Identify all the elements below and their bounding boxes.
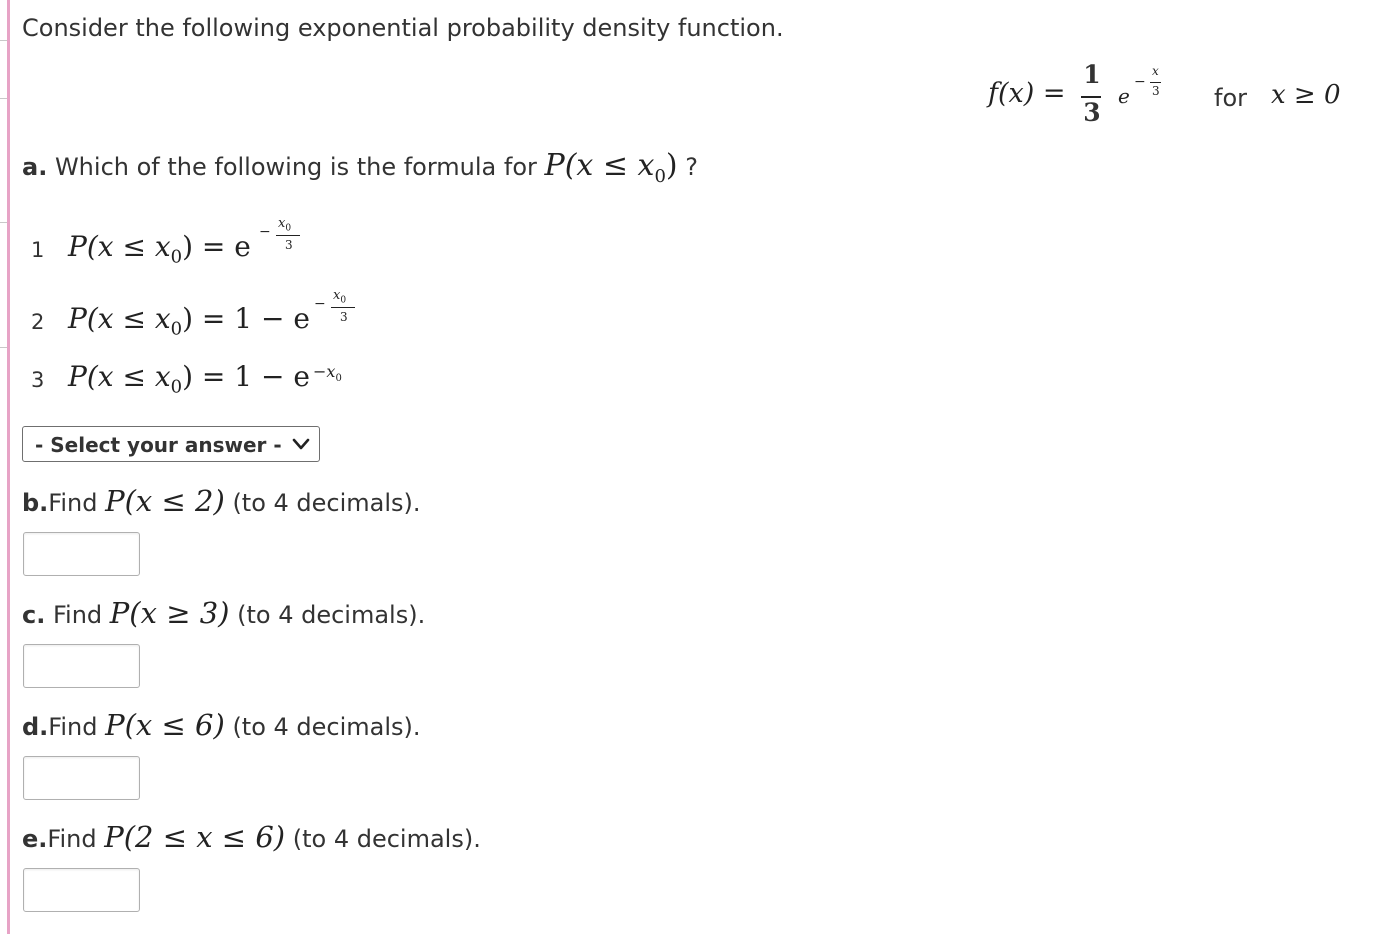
pdf-condition-expr: x ≥ 0 (1271, 80, 1341, 110)
option-1-exp-bar (276, 235, 300, 236)
option-2-exp-den: 3 (340, 310, 348, 324)
pdf-base: e (1118, 84, 1130, 108)
option-2-exp-num-main: x (333, 288, 341, 303)
pdf-lhs: f(x) = (988, 78, 1066, 109)
option-1-sub: 0 (170, 246, 183, 268)
answer-select-label: - Select your answer - (35, 433, 282, 457)
part-c-question (22, 596, 425, 630)
part-a-text: Which of the following is the formula for (54, 153, 537, 181)
part-e-expr: P(2 ≤ x ≤ 6) (104, 820, 286, 854)
option-3-rhs: ) = 1 − e (182, 360, 310, 393)
part-d-suffix: (to 4 decimals). (232, 713, 421, 741)
part-b-question (22, 484, 421, 518)
option-2-exp-num (333, 288, 346, 306)
part-d-expr: P(x ≤ 6) (105, 708, 225, 742)
margin-tick (0, 40, 7, 41)
option-1-formula (68, 230, 251, 268)
part-c-expr: P(x ≥ 3) (109, 596, 230, 630)
option-1-rhs: ) = e (182, 230, 251, 263)
option-3-exp-sub: 0 (335, 373, 342, 385)
pdf-exp-bar (1150, 82, 1161, 83)
part-d-answer-input[interactable] (23, 756, 140, 800)
part-a-expr (544, 148, 678, 187)
part-a-expr-main: P(x ≤ x (544, 148, 655, 183)
option-3-exp-main: −x (313, 362, 336, 381)
option-1-exp-num (278, 216, 291, 234)
part-b-label: b. (22, 489, 49, 517)
option-2-number: 2 (31, 310, 45, 334)
part-e-question (22, 820, 481, 854)
part-e-suffix: (to 4 decimals). (292, 825, 481, 853)
part-a-expr-close: ) (665, 148, 678, 183)
margin-tick (0, 98, 7, 99)
intro-text: Consider the following exponential probability density function. (22, 14, 784, 42)
part-e-label: e. (22, 825, 48, 853)
option-1-number: 1 (31, 238, 45, 262)
part-b-suffix: (to 4 decimals). (232, 489, 421, 517)
option-3-formula (68, 360, 310, 398)
part-c-label: c. (22, 601, 46, 629)
left-margin-rule (7, 0, 10, 934)
option-2-exp-bar (331, 307, 355, 308)
option-2-sub: 0 (170, 318, 183, 340)
part-b-expr: P(x ≤ 2) (105, 484, 225, 518)
pdf-exp-num: x (1152, 64, 1159, 78)
part-a-label: a. (22, 153, 48, 181)
part-a-question (22, 148, 698, 187)
part-c-prefix: Find (52, 601, 103, 629)
part-d-label: d. (22, 713, 49, 741)
option-3-number: 3 (31, 368, 45, 392)
answer-select[interactable] (22, 426, 320, 462)
chevron-down-icon (291, 436, 311, 452)
option-2-formula (68, 302, 310, 340)
option-1-lhs: P(x ≤ x (68, 230, 171, 263)
part-b-prefix: Find (48, 489, 98, 517)
pdf-denominator: 3 (1083, 98, 1101, 127)
option-1-exp-num-sub: 0 (285, 223, 292, 234)
pdf-exp-den: 3 (1152, 84, 1160, 98)
option-2-exp-num-sub: 0 (340, 295, 347, 306)
part-e-answer-input[interactable] (23, 868, 140, 912)
part-e-prefix: Find (47, 825, 97, 853)
part-a-expr-sub: 0 (654, 166, 666, 187)
option-3-exp (313, 362, 342, 384)
pdf-numerator: 1 (1083, 60, 1101, 89)
option-1-exp-den: 3 (285, 238, 293, 252)
part-a-qmark: ? (685, 153, 699, 181)
option-2-rhs: ) = 1 − e (182, 302, 310, 335)
option-2-exp-sign: − (314, 296, 326, 312)
pdf-condition-word: for (1214, 84, 1247, 112)
part-c-suffix: (to 4 decimals). (237, 601, 426, 629)
option-2-lhs: P(x ≤ x (68, 302, 171, 335)
part-c-answer-input[interactable] (23, 644, 140, 688)
part-d-prefix: Find (48, 713, 98, 741)
margin-tick (0, 347, 7, 348)
option-3-lhs: P(x ≤ x (68, 360, 171, 393)
margin-tick (0, 222, 7, 223)
option-1-exp-sign: − (259, 224, 271, 240)
option-1-exp-num-main: x (278, 216, 286, 231)
part-d-question (22, 708, 421, 742)
part-b-answer-input[interactable] (23, 532, 140, 576)
pdf-exp-sign: − (1134, 74, 1146, 90)
option-3-sub: 0 (170, 376, 183, 398)
